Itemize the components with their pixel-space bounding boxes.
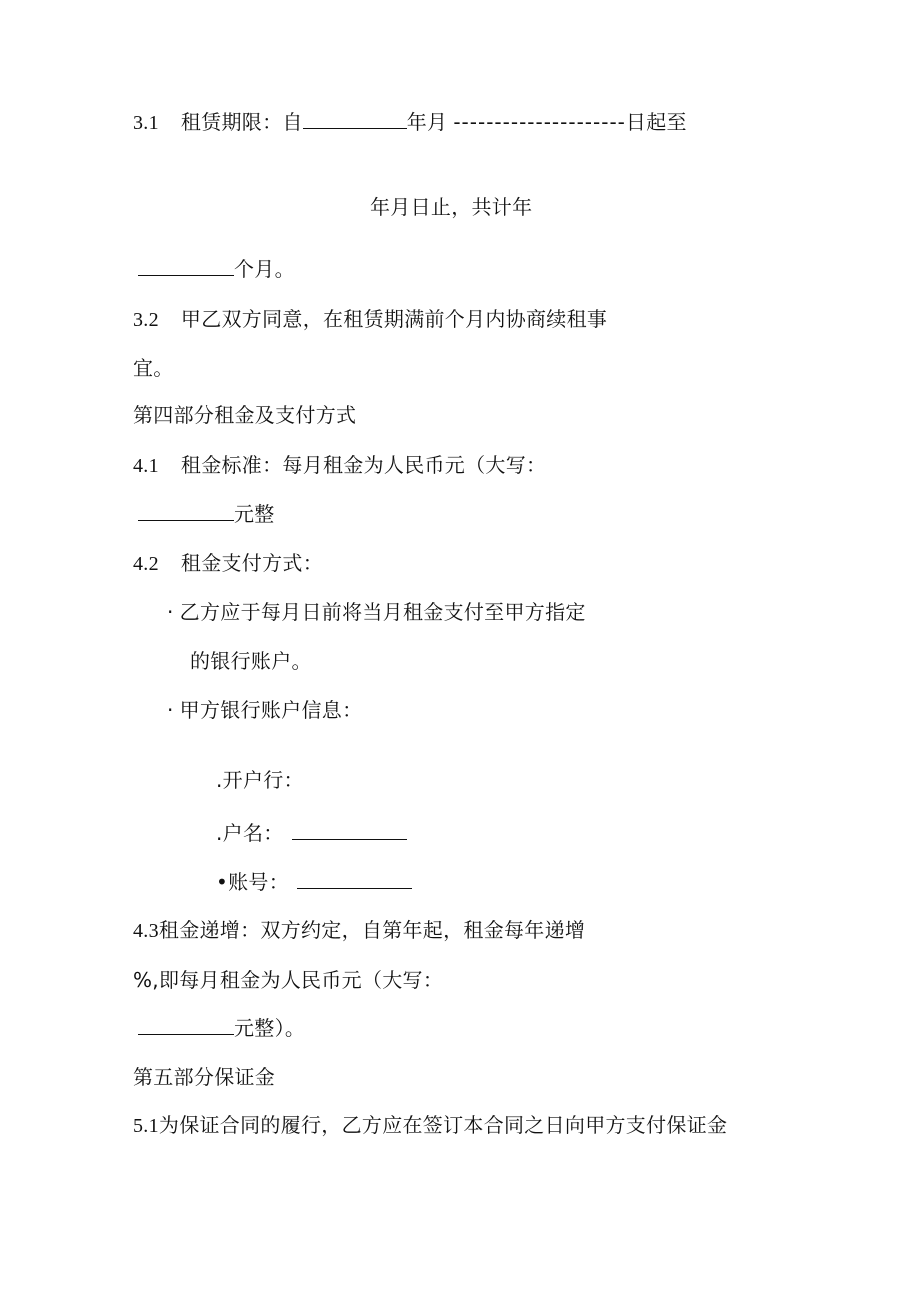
clause-text: 元整）。 [234,1016,306,1040]
clause-4-2 [133,549,323,578]
bullet-payment-continued: 的银行账户。 [190,649,312,673]
blank-line [138,500,234,521]
account-name-line [216,819,407,847]
bank-name-line: .开户行： [216,768,304,792]
clause-4-1 [133,451,546,480]
clause-text: 租赁期限：自 [180,110,303,134]
clause-text: 元整 [234,502,275,526]
clause-3-2-continued: 宜。 [133,356,174,380]
clause-4-3-amount [138,1014,305,1042]
blank-line [138,255,234,276]
clause-3-1-months [138,255,295,283]
clause-text: 日起至 [625,110,687,134]
clause-number: 4.1 [133,455,159,477]
clause-text: 为保证合同的履行，乙方应在签订本合同之日向甲方支付保证金 [158,1113,728,1137]
part-4-heading: 第四部分租金及支付方式 [133,403,357,427]
field-label: .户名： [216,821,284,845]
field-label: •账号： [216,870,289,894]
clause-text: 租金递增：双方约定，自第年起，租金每年递增 [158,918,586,942]
clause-number: 4.3 [133,920,159,942]
blank-line [297,868,412,889]
clause-number: 3.1 [133,112,159,134]
bullet-dot: · [167,600,174,624]
bullet-dot: · [167,698,174,722]
bullet-text: 甲方银行账户信息： [179,698,363,722]
clause-text: 租金标准：每月租金为人民币元（大写： [180,453,547,477]
dash-fill: --------------------- [453,110,626,134]
account-number-line [216,868,412,896]
clause-number: 3.2 [133,309,159,331]
clause-text: 个月。 [234,257,295,281]
clause-text: 年月 [406,110,448,134]
clause-3-1 [133,108,687,137]
clause-4-1-amount [138,500,275,528]
clause-5-1 [133,1111,727,1140]
clause-number: 5.1 [133,1115,159,1137]
blank-line [138,1014,234,1035]
clause-text: 租金支付方式： [180,551,324,575]
bullet-payment [167,598,586,626]
blank-line [292,819,407,840]
clause-text: 甲乙双方同意，在租赁期满前个月内协商续租事 [180,307,608,331]
bullet-text: 乙方应于每月日前将当月租金支付至甲方指定 [179,600,586,624]
part-5-heading: 第五部分保证金 [133,1065,276,1089]
clause-4-3 [133,916,585,945]
clause-4-3-continued: %,即每月租金为人民币元（大写： [133,968,444,992]
blank-line [303,108,407,129]
bullet-bank-info [167,696,362,724]
clause-number: 4.2 [133,553,159,575]
clause-3-2 [133,305,607,334]
clause-3-1-continued: 年月日止，共计年 [370,195,533,219]
